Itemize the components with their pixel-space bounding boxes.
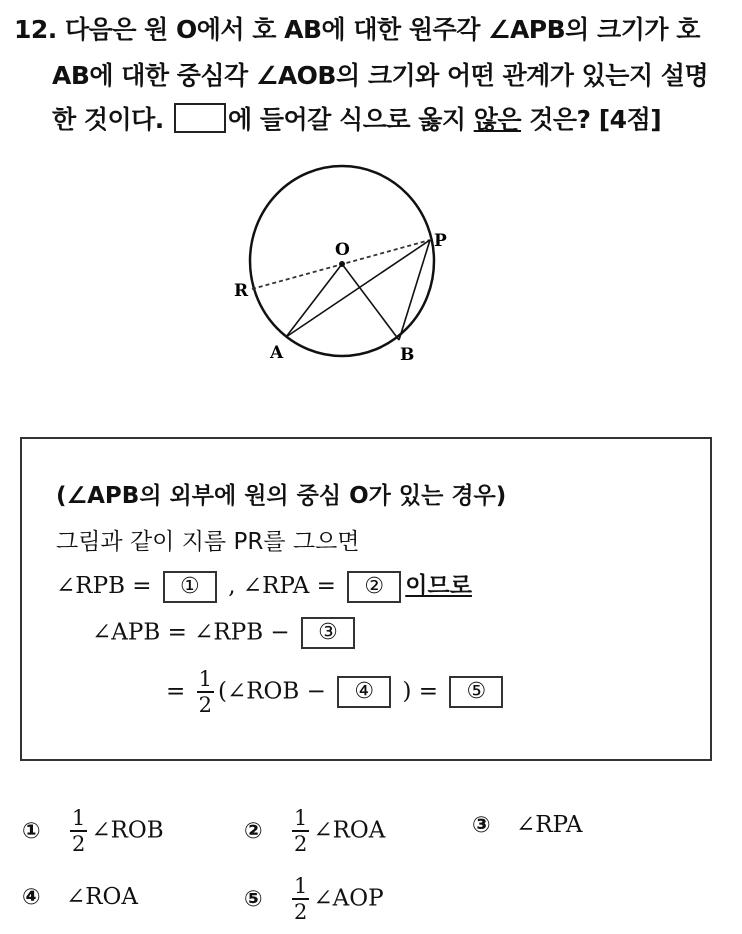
- circle-figure: [222, 160, 462, 380]
- option-numerator: 1: [293, 874, 308, 898]
- blank-3: ③: [301, 617, 355, 649]
- option-numerator: 1: [293, 806, 308, 830]
- option-text: ∠AOP: [313, 885, 384, 912]
- question-line-3: [52, 100, 661, 136]
- question-text-3c: 것은? [4점]: [529, 105, 662, 134]
- fraction-denominator: 2: [198, 693, 212, 717]
- label-o: O: [335, 240, 350, 260]
- eq1-end: 이므로: [405, 573, 472, 599]
- label-r: R: [234, 281, 249, 301]
- option-text: ∠ROA: [65, 884, 139, 910]
- draw-instruction: 그림과 같이 지름 PR를 그으면: [56, 529, 360, 555]
- center-point: [339, 261, 345, 267]
- explanation-box: [20, 437, 712, 761]
- option-fraction: [292, 874, 309, 924]
- label-a: A: [270, 343, 284, 363]
- fraction-half: [197, 667, 214, 717]
- option-3[interactable]: [472, 812, 583, 838]
- option-mark: ⑤: [244, 886, 263, 912]
- option-mark: ②: [244, 818, 263, 844]
- blank-1: ①: [163, 571, 217, 603]
- blank-2: ②: [347, 571, 401, 603]
- option-mark: ③: [472, 813, 491, 838]
- question-number: 12.: [14, 15, 57, 44]
- option-mark: ①: [22, 818, 41, 844]
- question-text-1: 다음은 원 O에서 호 AB에 대한 원주각 ∠APB의 크기가 호: [65, 15, 700, 44]
- option-fraction: [292, 806, 309, 856]
- option-text: ∠RPA: [515, 812, 583, 838]
- option-1[interactable]: [22, 806, 164, 856]
- option-fraction: [70, 806, 87, 856]
- question-line-2: AB에 대한 중심각 ∠AOB의 크기와 어떤 관계가 있는지 설명: [52, 61, 709, 90]
- option-mark: ④: [22, 885, 41, 910]
- option-denominator: 2: [293, 832, 308, 856]
- label-p: P: [434, 231, 447, 251]
- option-2[interactable]: [244, 806, 385, 856]
- eq3-mid: (∠ROB −: [217, 678, 326, 705]
- blank-box-icon: [174, 103, 226, 133]
- case-heading: (∠APB의 외부에 원의 중심 O가 있는 경우): [56, 483, 507, 509]
- segment-ob: [342, 264, 399, 340]
- option-5[interactable]: [244, 874, 384, 924]
- segment-pb: [399, 240, 430, 340]
- blank-5: ⑤: [449, 676, 503, 708]
- equation-row-2: [92, 617, 359, 649]
- eq3-close: ) =: [402, 678, 439, 705]
- equation-row-1: [56, 567, 472, 603]
- eq2-left: ∠APB = ∠RPB −: [92, 619, 290, 646]
- fraction-numerator: 1: [198, 667, 212, 691]
- option-denominator: 2: [293, 900, 308, 924]
- label-b: B: [400, 345, 415, 365]
- question-line-1: [14, 10, 700, 46]
- eq1-mid: , ∠RPA =: [228, 573, 336, 599]
- equation-row-3: [166, 667, 507, 717]
- question-text-3a: 한 것이다.: [52, 105, 164, 134]
- segment-pa: [286, 240, 430, 337]
- blank-4: ④: [337, 676, 391, 708]
- option-text: ∠ROA: [313, 817, 386, 844]
- segment-oa: [286, 264, 342, 337]
- eq1-left: ∠RPB =: [56, 573, 152, 599]
- underlined-word: 않은: [473, 105, 522, 134]
- option-denominator: 2: [71, 832, 86, 856]
- question-text-3b: 에 들어갈 식으로 옳지: [228, 105, 466, 134]
- option-numerator: 1: [71, 806, 86, 830]
- option-text: ∠ROB: [91, 817, 164, 844]
- option-4[interactable]: [22, 884, 138, 910]
- eq3-left: =: [166, 678, 186, 705]
